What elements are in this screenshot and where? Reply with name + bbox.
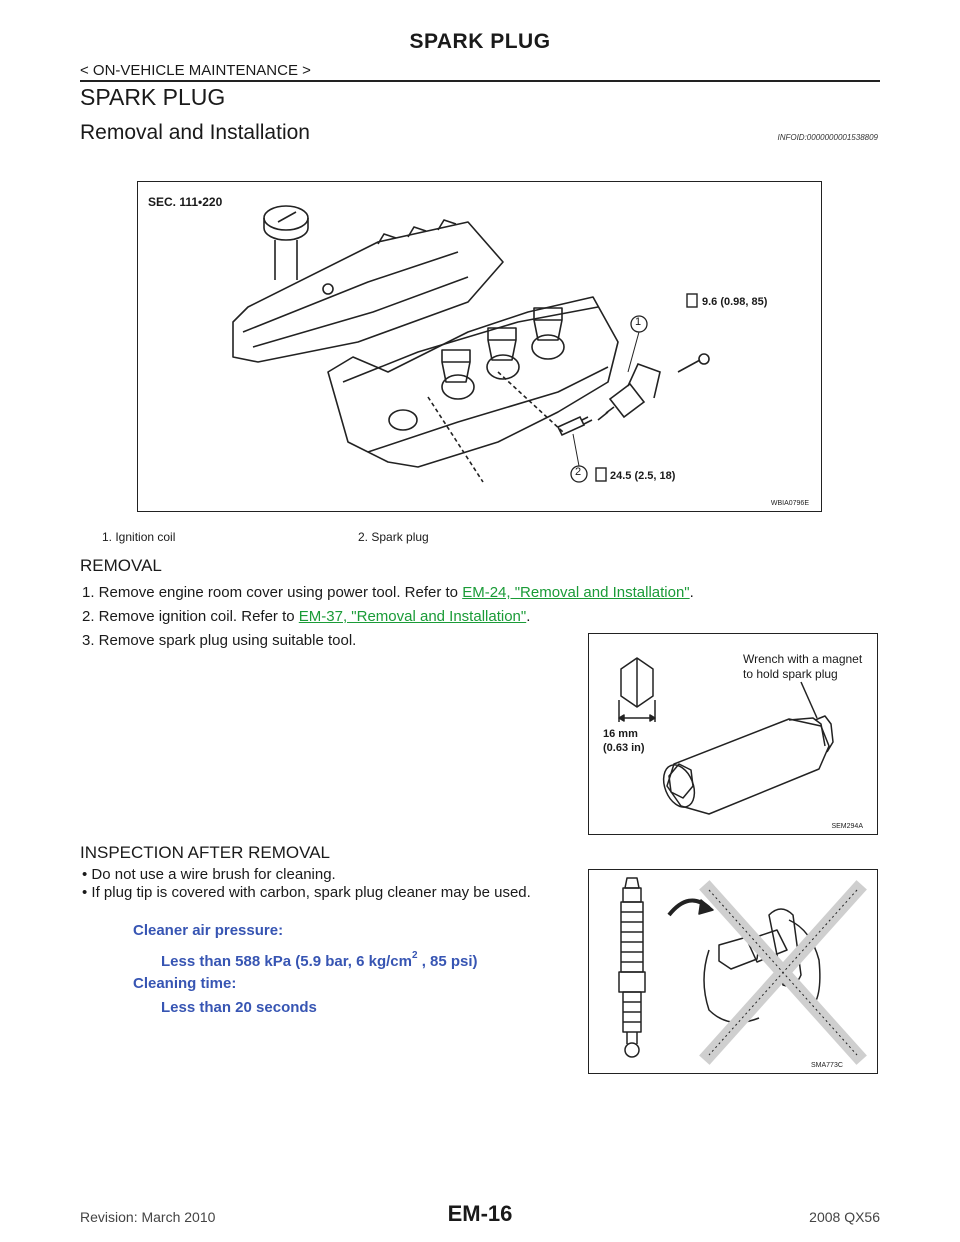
inspection-bullet-2: • If plug tip is covered with carbon, spark plug cleaner may be used.	[82, 884, 531, 901]
info-id: INFOID:0000000001538809	[777, 133, 878, 142]
wrench-label-line2: to hold spark plug	[743, 667, 838, 681]
inspection-bullet-1: • Do not use a wire brush for cleaning.	[82, 866, 336, 883]
removal-step-3: 3. Remove spark plug using suitable tool.	[82, 632, 357, 649]
spec-value-pressure-sup: 2	[411, 950, 418, 961]
footer-page-number: EM-16	[447, 1201, 513, 1226]
breadcrumb: < ON-VEHICLE MAINTENANCE >	[80, 62, 311, 79]
exploded-view-drawing	[138, 182, 821, 511]
hex-size-mm: 16 mm	[603, 728, 638, 740]
callout-1: 1	[635, 316, 642, 328]
legend-item-ignition-coil: 1. Ignition coil	[102, 530, 176, 544]
step-2-end: .	[526, 608, 531, 625]
header-title: SPARK PLUG	[409, 30, 551, 53]
torque-spec-spark-plug: 24.5 (2.5, 18)	[610, 470, 676, 482]
footer-model: 2008 QX56	[809, 1209, 880, 1225]
torque-spec-coil-bolt: 9.6 (0.98, 85)	[702, 296, 768, 308]
step-1-text: 1. Remove engine room cover using power tool. Refer to	[82, 584, 463, 601]
figure-code: SEM294A	[831, 823, 863, 830]
step-1-end: .	[689, 584, 694, 601]
spec-value-time: Less than 20 seconds	[161, 999, 317, 1016]
figure-wire-brush-prohibited	[588, 869, 878, 1074]
plug-cleaning-drawing	[589, 870, 877, 1073]
spec-value-pressure	[161, 952, 478, 970]
wrench-label-line1: Wrench with a magnet	[743, 652, 863, 666]
link-em-37[interactable]: EM-37, "Removal and Installation"	[298, 608, 527, 625]
step-2-text: 2. Remove ignition coil. Refer to	[82, 608, 299, 625]
page-title: SPARK PLUG	[80, 84, 226, 110]
removal-step-1	[82, 584, 694, 601]
section-title: Removal and Installation	[80, 121, 310, 144]
spec-value-pressure-b: , 85 psi)	[417, 953, 478, 970]
sec-label: SEC. 111•220	[148, 195, 223, 209]
removal-step-2	[82, 608, 530, 625]
figure-spark-plug-wrench	[588, 633, 878, 835]
inspection-heading: INSPECTION AFTER REMOVAL	[80, 843, 331, 862]
spec-value-pressure-a: Less than 588 kPa (5.9 bar, 6 kg/cm	[161, 953, 412, 970]
figure-rocker-cover-exploded	[137, 181, 822, 512]
spec-label-time: Cleaning time:	[133, 975, 237, 992]
footer-revision: Revision: March 2010	[80, 1209, 216, 1225]
figure-code: WBIA0796E	[770, 500, 809, 507]
header-divider	[80, 80, 880, 82]
figure-code: SMA773C	[811, 1062, 843, 1069]
hex-size-in: (0.63 in)	[603, 742, 645, 754]
legend-item-spark-plug: 2. Spark plug	[358, 530, 429, 544]
callout-2: 2	[575, 466, 582, 478]
spec-label-pressure: Cleaner air pressure:	[133, 922, 284, 939]
link-em-24[interactable]: EM-24, "Removal and Installation"	[462, 584, 690, 601]
removal-heading: REMOVAL	[80, 556, 162, 575]
